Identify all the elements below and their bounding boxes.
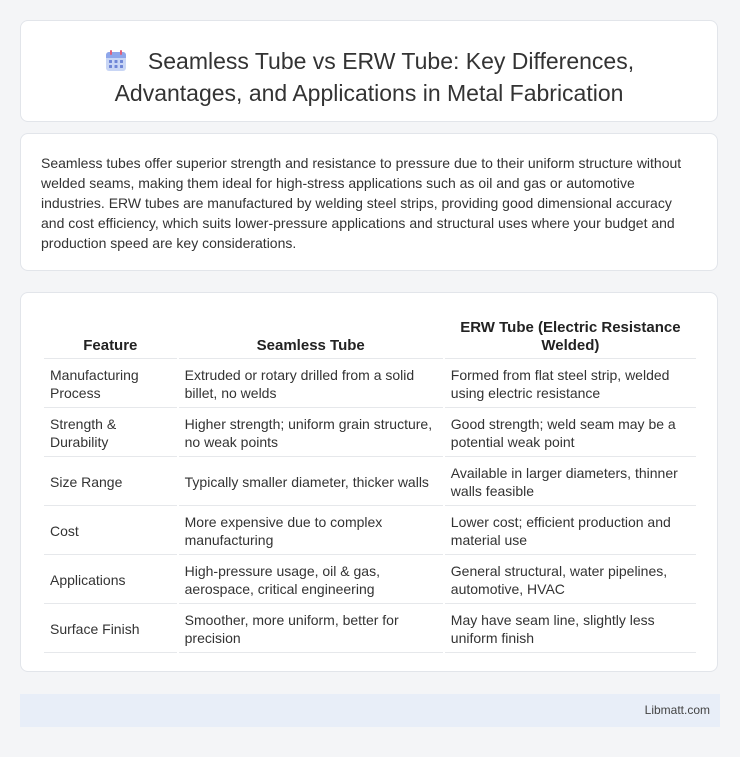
feature-cell: Strength & Durability <box>44 408 177 457</box>
title-card <box>20 20 718 122</box>
seamless-cell: High-pressure usage, oil & gas, aerospace, critical engineering <box>179 555 443 604</box>
feature-cell: Surface Finish <box>44 604 177 653</box>
feature-cell: Size Range <box>44 457 177 506</box>
seamless-cell: Higher strength; uniform grain structure, no weak points <box>179 408 443 457</box>
seamless-cell: Typically smaller diameter, thicker walls <box>179 457 443 506</box>
header-seamless: Seamless Tube <box>179 307 443 359</box>
feature-cell: Cost <box>44 506 177 555</box>
table-header-row <box>44 307 696 359</box>
table-card <box>20 292 718 672</box>
table-row <box>44 457 696 506</box>
comparison-table <box>42 307 698 653</box>
footer-site-link[interactable]: Libmatt.com <box>644 703 710 717</box>
table-row <box>44 359 696 408</box>
erw-cell: May have seam line, slightly less uniform finish <box>445 604 696 653</box>
erw-cell: General structural, water pipelines, automotive, HVAC <box>445 555 696 604</box>
table-row <box>44 408 696 457</box>
seamless-cell: Smoother, more uniform, better for precision <box>179 604 443 653</box>
erw-cell: Available in larger diameters, thinner walls feasible <box>445 457 696 506</box>
erw-cell: Good strength; weld seam may be a potential weak point <box>445 408 696 457</box>
calendar-icon <box>104 49 128 73</box>
header-erw: ERW Tube (Electric Resistance Welded) <box>445 307 696 359</box>
intro-card <box>20 133 718 271</box>
table-row <box>44 604 696 653</box>
intro-paragraph: Seamless tubes offer superior strength and resistance to pressure due to their uniform structure without welded seams, making them ideal for high-stress applications such as oil and gas or automotive industries. ERW tubes are manufactured by welding steel strips, providing good dimensional accuracy and cost efficiency, which suits lower-pressure applications and structural uses where your budget and production speed are key considerations. <box>41 155 682 251</box>
erw-cell: Formed from flat steel strip, welded using electric resistance <box>445 359 696 408</box>
erw-cell: Lower cost; efficient production and material use <box>445 506 696 555</box>
seamless-cell: More expensive due to complex manufacturing <box>179 506 443 555</box>
page-title <box>21 21 717 109</box>
feature-cell: Applications <box>44 555 177 604</box>
header-feature: Feature <box>44 307 177 359</box>
page-title-text: Seamless Tube vs ERW Tube: Key Differences, Advantages, and Applications in Metal Fabrication <box>114 48 635 106</box>
seamless-cell: Extruded or rotary drilled from a solid billet, no welds <box>179 359 443 408</box>
table-row <box>44 555 696 604</box>
feature-cell: Manufacturing Process <box>44 359 177 408</box>
table-row <box>44 506 696 555</box>
footer <box>20 694 720 727</box>
